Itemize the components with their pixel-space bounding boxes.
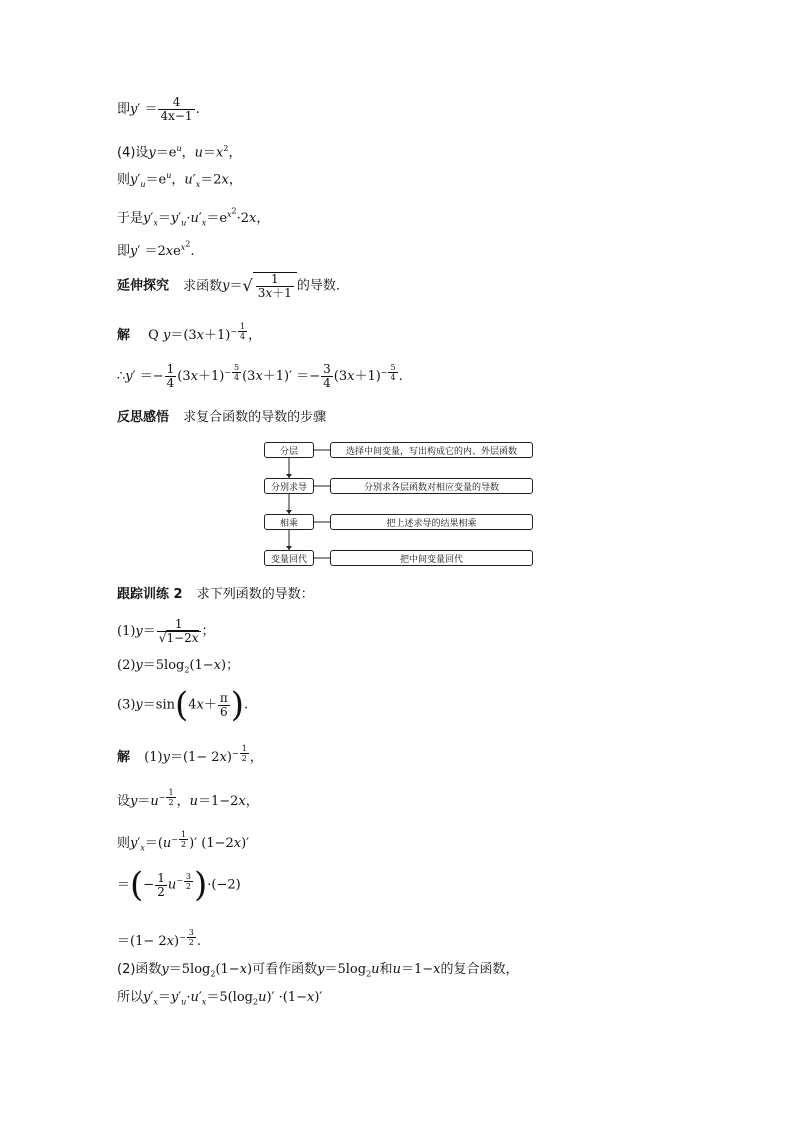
denominator: 4x−1	[160, 109, 193, 123]
extension-text: 求函数	[183, 278, 223, 294]
flow-desc-label: 把中间变量回代	[399, 554, 463, 565]
text-ze-2: 则	[117, 835, 131, 851]
text-she: 设	[117, 793, 131, 809]
flow-step-substitute	[264, 550, 314, 566]
flow-step-derive	[264, 478, 314, 494]
flow-desc-label: 把上述求导的结果相乘	[386, 518, 477, 529]
item-number: (3)	[117, 697, 136, 713]
practice-sol-4: ＝(− $\frac{1}{2}$ $u^{- \frac{3}{2}}$ )·(−2)	[117, 865, 241, 905]
practice-heading	[117, 587, 314, 603]
extension-label: 延伸探究	[117, 278, 170, 294]
text-p2-1: (2)函数	[117, 962, 162, 977]
flow-desc-label: 选择中间变量，写出构成它的内、外层函数	[345, 446, 517, 457]
text-p2-3: 和	[379, 962, 393, 977]
extension-question: 延伸探究 求函数y＝√ $\frac{1}{3x+1}$ 的导数．	[117, 272, 349, 300]
solution-line-2: ∴y′ ＝− $\frac{1}{4}$ $(3x+1)^{- \frac{5}{4}}$ (3x＋1)′ ＝− $\frac{3}{4}$ $(3x+1)^{- \frac{5}{4}}$ .	[117, 362, 403, 390]
eq-line-4: 于是$y'_x=y'_u\cdot u'_x=e^{x^2}\cdot 2x$，	[117, 206, 270, 228]
therefore-symbol: ∴	[117, 369, 126, 384]
practice-item-1: (1)y＝ $\frac{1}{√1-2x}$ ；	[117, 617, 215, 645]
extension-tail: 的导数．	[296, 278, 349, 294]
reflection-text: 求复合函数的导数的步骤	[183, 410, 327, 425]
practice-item-2: $(2)y=5\log_2(1-x)$；	[117, 658, 240, 675]
solution-label-2: 解	[117, 749, 131, 765]
text-p2-4: 的复合函数，	[440, 962, 519, 977]
flow-desc-label: 分别求各层函数对相应变量的导数	[363, 482, 499, 493]
practice-sol-2: 设$y=u^{- \frac{1}{2}}$ ，u＝1−2x，	[117, 788, 259, 809]
practice-sol-1: 解 $(1)y=(1- 2x)^{- \frac{1}{2}}$ ，	[117, 744, 263, 765]
flow-step-split	[264, 442, 314, 458]
text-p2-2: 可看作函数	[252, 962, 318, 977]
fraction	[158, 96, 194, 123]
numerator: 4	[172, 95, 181, 109]
eq-line-5: 即$y' =2xe^{x^2}$.	[117, 239, 195, 259]
text-ze: 则	[117, 172, 131, 188]
practice-sol-7: 所以$y'_x=y'_u\cdot u'_x=5(\log_2u)' \cdot(1-x)'$	[117, 990, 323, 1007]
eq-line-1: 即y′ ＝ $\frac{4}{4x-1}$ .	[117, 95, 200, 123]
flow-step-label: 分层	[279, 446, 298, 457]
text-4-set: (4)设	[117, 145, 149, 161]
practice-sol-3: 则$y'_x=(u^{- \frac{1}{2}}$ )′ (1−2x)′	[117, 830, 250, 853]
flow-desc-split	[330, 442, 533, 458]
text-yushi: 于是	[117, 210, 144, 226]
solution-label: 解	[117, 327, 131, 343]
item-number: (2)	[117, 658, 136, 673]
reflection-label: 反思感悟	[117, 410, 170, 425]
item-number: (1)	[117, 624, 136, 639]
eq-line-3: 则$y'_u=e^u$，$u'_x=2x$，	[117, 171, 242, 189]
eq-line-2: (4)设$y=e^u$，$u=x^2$，	[117, 144, 242, 161]
flow-desc-derive	[330, 478, 533, 494]
flow-desc-multiply	[330, 514, 533, 530]
text-suoyi: 所以	[117, 990, 144, 1005]
text-ji-2: 即	[117, 243, 131, 259]
practice-text: 求下列函数的导数：	[196, 587, 314, 602]
practice-sol-6: (2)函数$y=5\log_2(1-x)$可看作函数$y=5\log_2u$和u＝1−x的复合函数，	[117, 962, 519, 979]
practice-label: 跟踪训练 2	[117, 587, 183, 602]
practice-item-3: (3)y＝sin(4x＋ $\frac{\pi}{6}$ ).	[117, 685, 249, 725]
flow-step-multiply	[264, 514, 314, 530]
flow-step-label: 相乘	[279, 518, 298, 529]
practice-sol-5: $=(1- 2x)^{- \frac{3}{2}}$ .	[117, 928, 201, 949]
flow-step-label: 分别求导	[270, 482, 307, 493]
reflection-heading	[117, 410, 326, 426]
solution-line-1: 解 Q $y=(3x+1)^{- \frac{1}{4}}$ ，	[117, 322, 262, 343]
text-ji: 即	[117, 102, 131, 117]
flow-desc-substitute	[330, 550, 533, 566]
flow-step-label: 变量回代	[270, 554, 307, 565]
